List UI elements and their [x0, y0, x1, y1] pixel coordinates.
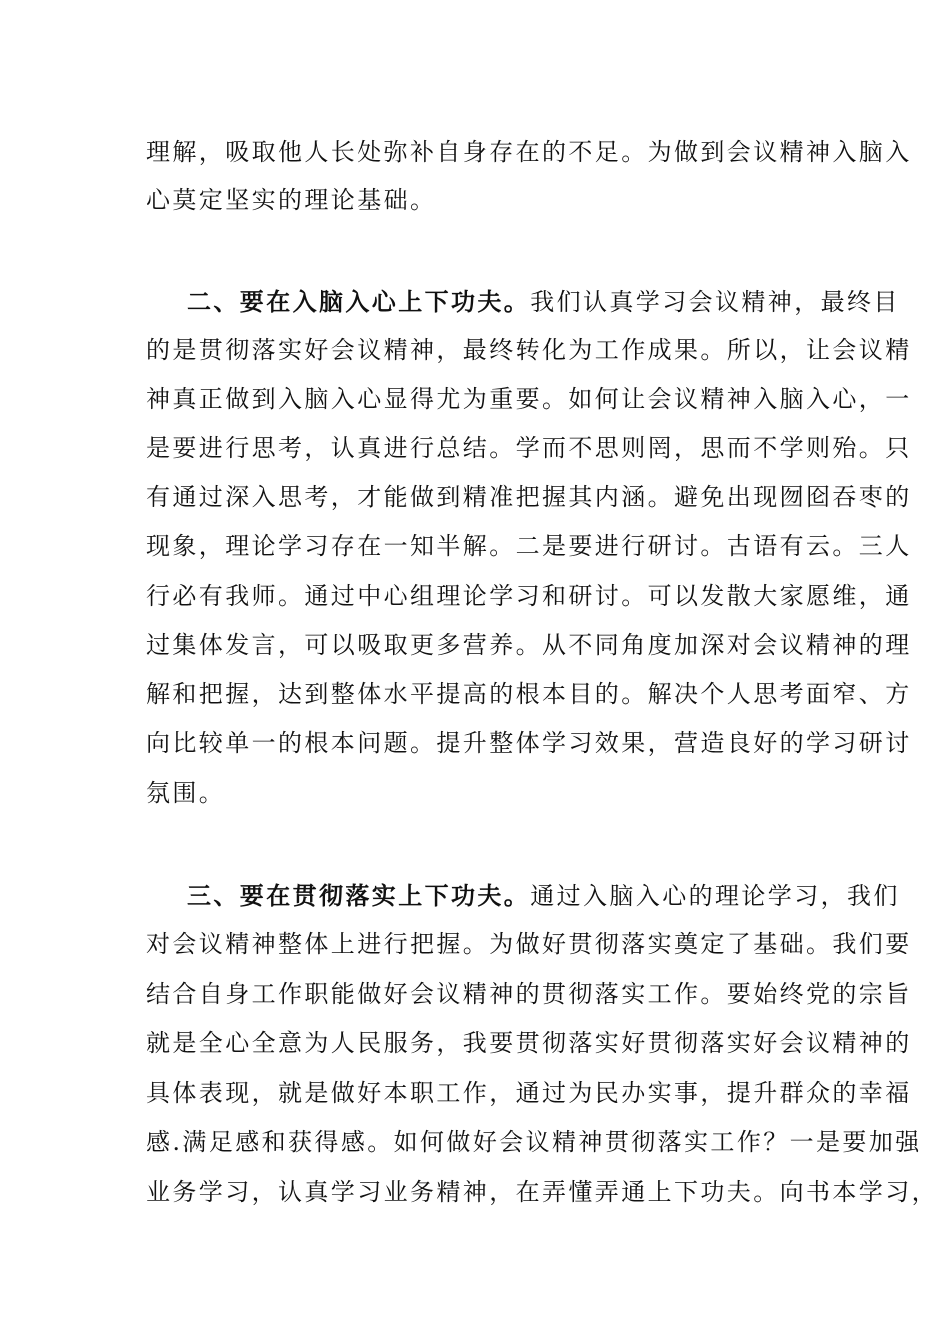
paragraph-3-first-line-text: 通过入脑入心的理论学习，我们: [530, 882, 900, 910]
paragraph-2-line: 是要进行思考，认真进行总结。学而不思则罔，思而不学则殆。只: [146, 434, 912, 462]
paragraph-2-line: 向比较单一的根本问题。提升整体学习效果，营造良好的学习研讨: [146, 729, 912, 757]
paragraph-3-line: 业务学习，认真学习业务精神，在弄懂弄通上下功夫。向书本学习，: [146, 1178, 938, 1206]
paragraph-2-line: 神真正做到入脑入心显得尤为重要。如何让会议精神入脑入心，一: [146, 385, 912, 413]
paragraph-2-line: 行必有我师。通过中心组理论学习和研讨。可以发散大家愿维，通: [146, 582, 912, 610]
paragraph-1-line-2: 心莫定坚实的理论基础。: [146, 186, 437, 214]
paragraph-2-line: 解和把握，达到整体水平提高的根本目的。解决个人思考面窄、方: [146, 680, 912, 708]
paragraph-2-line: 的是贯彻落实好会议精神，最终转化为工作成果。所以，让会议精: [146, 336, 912, 364]
paragraph-2-first-line: [187, 286, 900, 318]
paragraph-3-line: 对会议精神整体上进行把握。为做好贯彻落实奠定了基础。我们要: [146, 930, 912, 958]
paragraph-2-line: 有通过深入思考，才能做到精准把握其内涵。避免出现囫囵吞枣的: [146, 483, 912, 511]
paragraph-3-line: 具体表现，就是做好本职工作，通过为民办实事，提升群众的幸福: [146, 1079, 912, 1107]
paragraph-2-line: 氛围。: [146, 779, 226, 807]
paragraph-2-heading: 二、要在入脑入心上下功夫。: [187, 287, 531, 316]
paragraph-2-line: 现象，理论学习存在一知半解。二是要进行研讨。古语有云。三人: [146, 532, 912, 560]
paragraph-2-line: 过集体发言，可以吸取更多营养。从不同角度加深对会议精神的理: [146, 631, 912, 659]
paragraph-3-line: 结合自身工作职能做好会议精神的贯彻落实工作。要始终党的宗旨: [146, 980, 912, 1008]
paragraph-3-first-line: [187, 880, 900, 912]
paragraph-3-line: 感.满足感和获得感。如何做好会议精神贯彻落实工作？一是要加强: [146, 1128, 922, 1156]
paragraph-2-first-line-text: 我们认真学习会议精神，最终目: [530, 288, 900, 316]
paragraph-3-heading: 三、要在贯彻落实上下功夫。: [187, 881, 531, 910]
paragraph-1-line-1: 理解，吸取他人长处弥补自身存在的不足。为做到会议精神入脑入: [146, 138, 912, 166]
paragraph-3-line: 就是全心全意为人民服务，我要贯彻落实好贯彻落实好会议精神的: [146, 1029, 912, 1057]
